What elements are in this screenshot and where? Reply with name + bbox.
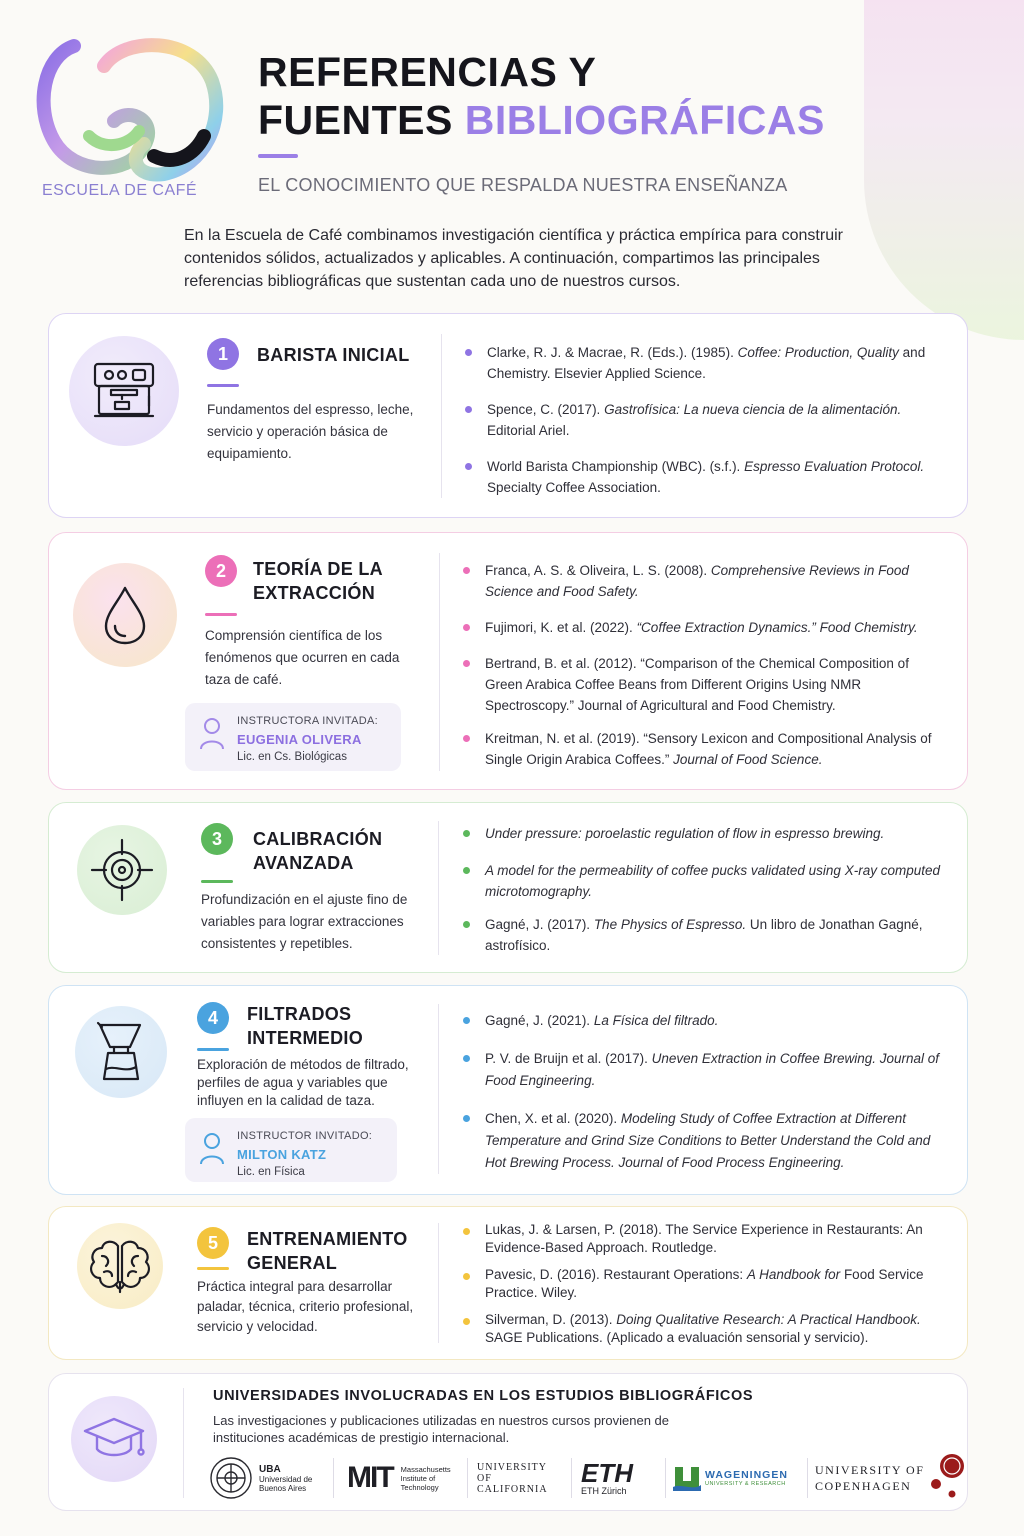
course-title: CALIBRACIÓN AVANZADA <box>253 829 383 873</box>
intro-paragraph: En la Escuela de Café combinamos investigación científica y práctica empírica para construir contenidos sólidos, actualizados y aplicables. A continuación, compartimos las principales referencias bibliográficas que sustentan cada uno de nuestros cursos. <box>184 227 843 290</box>
course-card-4 <box>48 985 968 1195</box>
logo-divider <box>571 1458 572 1498</box>
reference-list <box>463 560 943 770</box>
course-number: 2 <box>205 555 237 587</box>
course-title: TEORÍA DE LA EXTRACCIÓN <box>253 559 383 603</box>
copenhagen-seal-icon <box>928 1452 964 1504</box>
icon-circle <box>77 1223 163 1309</box>
reference-item: Gagné, J. (2017). The Physics of Espresso. Un libro de Jonathan Gagné, astrofísico. <box>463 914 943 956</box>
divider <box>438 1223 439 1343</box>
university-logos <box>209 1452 969 1504</box>
course-title: ENTRENAMIENTO GENERAL <box>247 1229 408 1273</box>
page-subtitle: EL CONOCIMIENTO QUE RESPALDA NUESTRA ENSEÑANZA <box>258 175 788 195</box>
title-accent: BIBLIOGRÁFICAS <box>464 97 825 143</box>
course-rule <box>197 1048 229 1051</box>
reference-item: Kreitman, N. et al. (2019). “Sensory Lexicon and Compositional Analysis of Single Origin Arabica Coffees.” Journal of Food Science. <box>463 728 943 770</box>
title-rule <box>258 154 298 158</box>
reference-item: Under pressure: poroelastic regulation of flow in espresso brewing. <box>463 823 943 844</box>
copenhagen-logo: UNIVERSITY OF COPENHAGEN <box>815 1452 965 1504</box>
reference-item: Silverman, D. (2013). Doing Qualitative Research: A Practical Handbook. SAGE Publications. (Aplicado a evaluación sensorial y servicio). <box>463 1311 943 1347</box>
divider <box>438 1004 439 1174</box>
reference-item: Bertrand, B. et al. (2012). “Comparison of the Chemical Composition of Green Arabica Coffee Beans from Different Origins Using NMR Spectroscopy.” Journal of Agricultural and Food Chemistry. <box>463 653 943 716</box>
divider <box>439 553 440 771</box>
logo-divider <box>807 1458 808 1498</box>
divider <box>441 334 442 498</box>
instructor-name: MILTON KATZ <box>237 1147 327 1162</box>
uba-logo: UBA Universidad de Buenos Aires <box>209 1452 327 1504</box>
guest-instructor-card <box>185 1118 397 1182</box>
wageningen-mark-icon <box>673 1465 701 1491</box>
course-card-5 <box>48 1206 968 1360</box>
logo-divider <box>333 1458 334 1498</box>
icon-circle <box>75 1006 167 1098</box>
icon-circle <box>73 563 177 667</box>
universities-text: Las investigaciones y publicaciones utilizadas en nuestros cursos provienen de instituciones académicas de prestigio internacional. <box>213 1413 669 1445</box>
course-rule <box>197 1267 229 1270</box>
reference-list <box>465 342 935 498</box>
brain-icon <box>88 1238 152 1294</box>
reference-list <box>463 823 943 956</box>
course-card-2 <box>48 532 968 790</box>
course-number: 4 <box>197 1002 229 1034</box>
course-description: Práctica integral para desarrollar paladar, técnica, criterio profesional, servicio y velocidad. <box>197 1279 414 1334</box>
course-description: Profundización en el ajuste fino de variables para lograr extracciones consistentes y repetibles. <box>201 892 408 951</box>
divider <box>183 1388 184 1498</box>
course-description: Fundamentos del espresso, leche, servicio y operación básica de equipamiento. <box>207 402 414 461</box>
reference-item: P. V. de Bruijn et al. (2017). Uneven Extraction in Coffee Brewing. Journal of Food Engineering. <box>463 1048 943 1092</box>
universities-card <box>48 1373 968 1511</box>
course-title: BARISTA INICIAL <box>257 345 410 365</box>
icon-circle <box>71 1396 157 1482</box>
divider <box>438 821 439 955</box>
reference-item: Lukas, J. & Larsen, P. (2018). The Service Experience in Restaurants: An Evidence-Based Approach. Routledge. <box>463 1221 943 1257</box>
reference-list <box>463 1221 943 1347</box>
school-logo <box>34 26 224 206</box>
course-description: Exploración de métodos de filtrado, perfiles de agua y variables que influyen en la calidad de taza. <box>197 1057 409 1108</box>
reference-item: Chen, X. et al. (2020). Modeling Study of Coffee Extraction at Different Temperature and Grind Size Conditions to Better Understand the Cold and Hot Brewing Process. Journal of Food Process Engineering. <box>463 1108 943 1174</box>
logo-divider <box>665 1458 666 1498</box>
person-icon <box>199 717 225 751</box>
icon-circle <box>69 336 179 446</box>
mit-logo: MIT Massachusetts Institute of Technology <box>347 1461 451 1494</box>
instructor-label: INSTRUCTOR INVITADO: <box>237 1130 373 1142</box>
decorative-blob <box>864 0 1024 340</box>
course-rule <box>207 384 239 387</box>
reference-list <box>463 1010 943 1174</box>
reference-item: Franca, A. S. & Oliveira, L. S. (2008). Comprehensive Reviews in Food Science and Food Safety. <box>463 560 943 602</box>
course-rule <box>201 880 233 883</box>
target-icon <box>90 838 154 902</box>
wageningen-logo: WAGENINGEN UNIVERSITY & RESEARCH <box>673 1452 803 1504</box>
instructor-degree: Lic. en Cs. Biológicas <box>237 751 347 763</box>
instructor-label: INSTRUCTORA INVITADA: <box>237 715 378 727</box>
reference-item: Spence, C. (2017). Gastrofísica: La nueva ciencia de la alimentación. Editorial Ariel. <box>465 399 935 441</box>
reference-item: World Barista Championship (WBC). (s.f.). Espresso Evaluation Protocol. Specialty Coffee Association. <box>465 456 935 498</box>
eth-logo: ETH ETH Zürich <box>581 1458 633 1496</box>
logo-divider <box>467 1458 468 1498</box>
course-title: FILTRADOS INTERMEDIO <box>247 1004 364 1048</box>
course-description: Comprensión científica de los fenómenos que ocurren en cada taza de café. <box>205 628 400 687</box>
reference-item: Pavesic, D. (2016). Restaurant Operations: A Handbook for Food Service Practice. Wiley. <box>463 1266 943 1302</box>
water-drop-icon <box>100 584 150 646</box>
reference-item: A model for the permeability of coffee pucks validated using X-ray computed microtomography. <box>463 860 943 902</box>
page-title: REFERENCIAS Y FUENTES BIBLIOGRÁFICAS <box>258 49 825 143</box>
guest-instructor-card <box>185 703 401 771</box>
course-number: 5 <box>197 1227 229 1259</box>
course-card-3 <box>48 802 968 973</box>
uc-logo: UNIVERSITY OF CALIFORNIA <box>477 1461 548 1495</box>
seal-icon <box>209 1456 253 1500</box>
instructor-degree: Lic. en Física <box>237 1166 305 1178</box>
logo-text: ESCUELA DE CAFÉ <box>42 182 198 199</box>
reference-item: Gagné, J. (2021). La Física del filtrado. <box>463 1010 943 1031</box>
course-number: 3 <box>201 823 233 855</box>
pour-over-icon <box>96 1019 146 1085</box>
universities-title: UNIVERSIDADES INVOLUCRADAS EN LOS ESTUDIOS BIBLIOGRÁFICOS <box>213 1388 754 1404</box>
reference-item: Fujimori, K. et al. (2022). “Coffee Extraction Dynamics.” Food Chemistry. <box>463 617 943 638</box>
reference-item: Clarke, R. J. & Macrae, R. (Eds.). (1985). Coffee: Production, Quality and Chemistry. Elsevier Applied Science. <box>465 342 935 384</box>
course-rule <box>205 613 237 616</box>
icon-circle <box>77 825 167 915</box>
course-number: 1 <box>207 338 239 370</box>
instructor-name: EUGENIA OLIVERA <box>237 732 362 747</box>
course-card-1 <box>48 313 968 518</box>
espresso-machine-icon <box>89 356 159 426</box>
person-icon <box>199 1132 225 1166</box>
graduation-cap-icon <box>83 1415 145 1463</box>
